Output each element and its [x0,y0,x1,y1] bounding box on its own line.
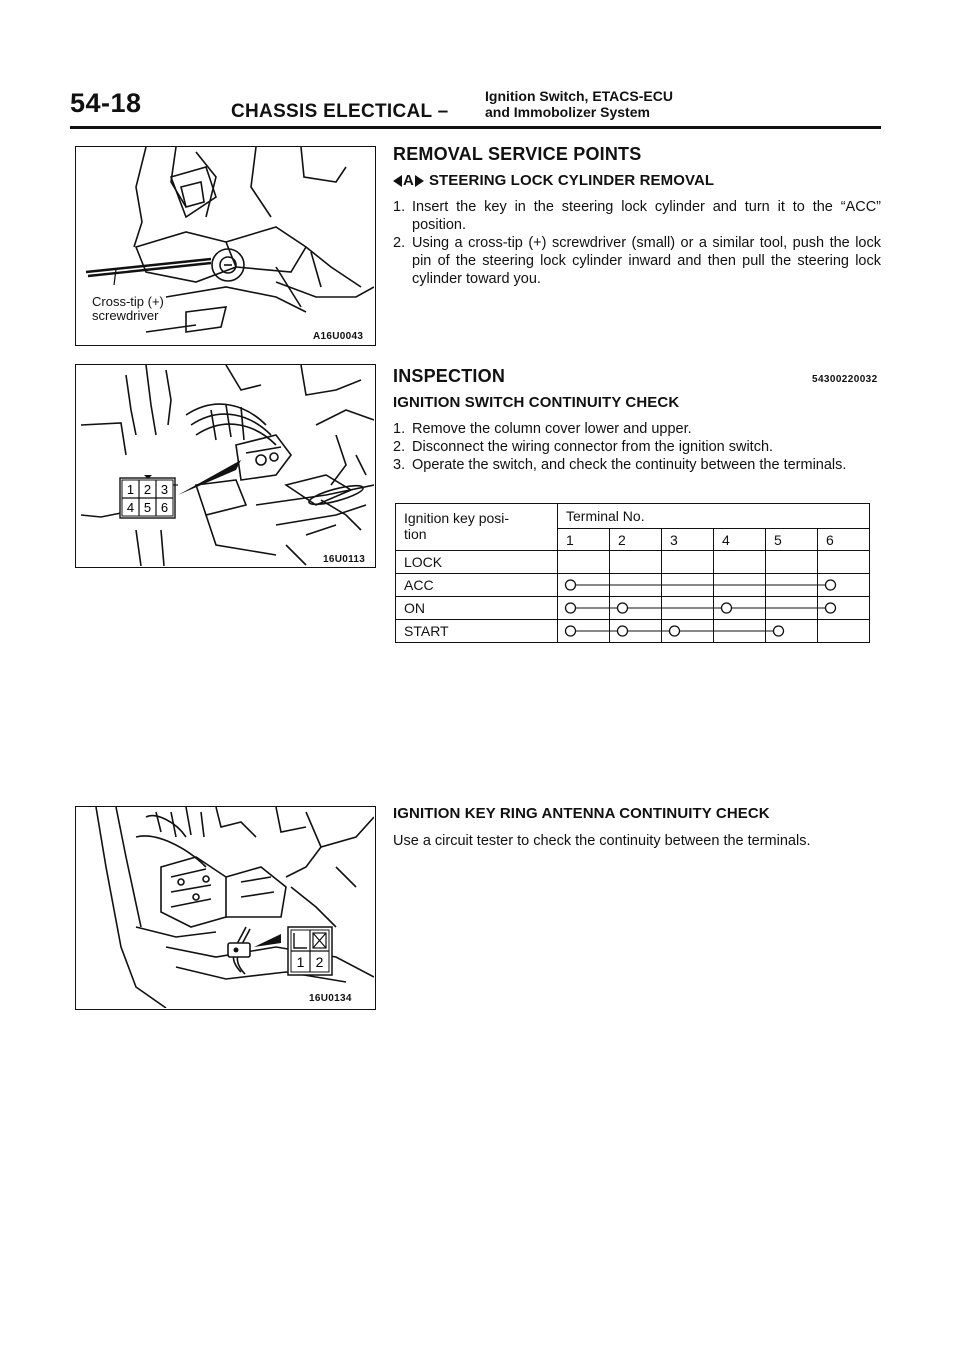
ignition-switch-illustration [76,365,374,566]
callout-cross-tip-line1: Cross-tip (+) [92,294,164,309]
step-text: Remove the column cover lower and upper. [412,421,692,437]
step-number: 2. [393,439,406,455]
table-row [396,551,870,574]
callout-cross-tip-line2: screwdriver [92,308,159,323]
removal-heading: REMOVAL SERVICE POINTS [393,144,642,164]
terminal-label-5: 5 [143,500,152,515]
terminal-label-2: 2 [143,482,152,497]
section-subtitle-line2: and Immobolizer System [485,104,650,120]
terminal-label-2: 2 [315,954,324,970]
marker-right-icon [415,175,424,187]
terminal-label-1: 1 [296,954,305,970]
inspection-step-1 [393,420,881,438]
column-header-1: 1 [558,529,610,551]
removal-subheading-row [393,172,714,189]
continuity-table [395,503,870,643]
row-header-line1: Ignition key posi- [404,510,510,526]
step-text: Insert the key in the steering lock cylinder and turn it to the “ACC” position. [412,199,881,233]
page-number: 54-18 [70,88,142,118]
removal-subheading: STEERING LOCK CYLINDER REMOVAL [428,172,715,189]
column-header-4: 4 [714,529,766,551]
removal-step-2 [393,234,881,288]
column-group-header: Terminal No. [558,504,870,529]
terminal-label-6: 6 [160,500,169,515]
inspection-code: 54300220032 [812,374,878,385]
section-title: CHASSIS ELECTICAL – [231,101,449,122]
figure-key-ring-antenna-connector [75,806,376,1010]
antenna-subheading: IGNITION KEY RING ANTENNA CONTINUITY CHECK [393,805,770,822]
figure-steering-lock-removal [75,146,376,346]
terminal-label-3: 3 [160,482,169,497]
row-header-cell [396,504,558,551]
inspection-heading: INSPECTION [393,366,506,386]
step-number: 1. [393,199,406,215]
row-label: LOCK [396,551,558,574]
column-header-2: 2 [610,529,662,551]
marker-left-icon [393,175,402,187]
step-number: 2. [393,235,406,251]
figure-code: A16U0043 [313,331,364,342]
table-header-row [396,504,870,529]
section-subtitle-line1: Ignition Switch, ETACS-ECU [485,88,673,104]
column-header-3: 3 [662,529,714,551]
continuity-table-wrap [395,503,870,643]
figure-code: 16U0113 [323,554,366,565]
row-label: START [396,620,558,643]
column-header-5: 5 [766,529,818,551]
step-text: Disconnect the wiring connector from the ignition switch. [412,439,774,455]
step-text: Operate the switch, and check the continuity between the terminals. [412,457,847,473]
removal-marker: A [403,172,414,189]
row-label: ON [396,597,558,620]
step-number: 1. [393,421,406,437]
antenna-harness-illustration [76,807,374,1008]
row-label: ACC [396,574,558,597]
row-header-line2: tion [404,526,427,542]
terminal-label-4: 4 [126,500,135,515]
step-number: 3. [393,457,406,473]
figure-ignition-switch-connector [75,364,376,568]
inspection-subheading: IGNITION SWITCH CONTINUITY CHECK [393,394,680,411]
table-row [396,574,870,597]
header-rule [70,126,881,129]
table-row [396,620,870,643]
removal-step-1 [393,198,881,234]
antenna-paragraph: Use a circuit tester to check the continuity between the terminals. [393,833,811,849]
inspection-step-3 [393,456,881,474]
step-text: Using a cross-tip (+) screwdriver (small) or a similar tool, push the lock pin of the steering lock cylinder inward and then pull the steering lock cylinder toward you. [412,235,881,287]
figure-code: 16U0134 [309,993,352,1004]
inspection-step-2 [393,438,881,456]
column-header-6: 6 [818,529,870,551]
terminal-label-1: 1 [126,482,135,497]
table-row [396,597,870,620]
